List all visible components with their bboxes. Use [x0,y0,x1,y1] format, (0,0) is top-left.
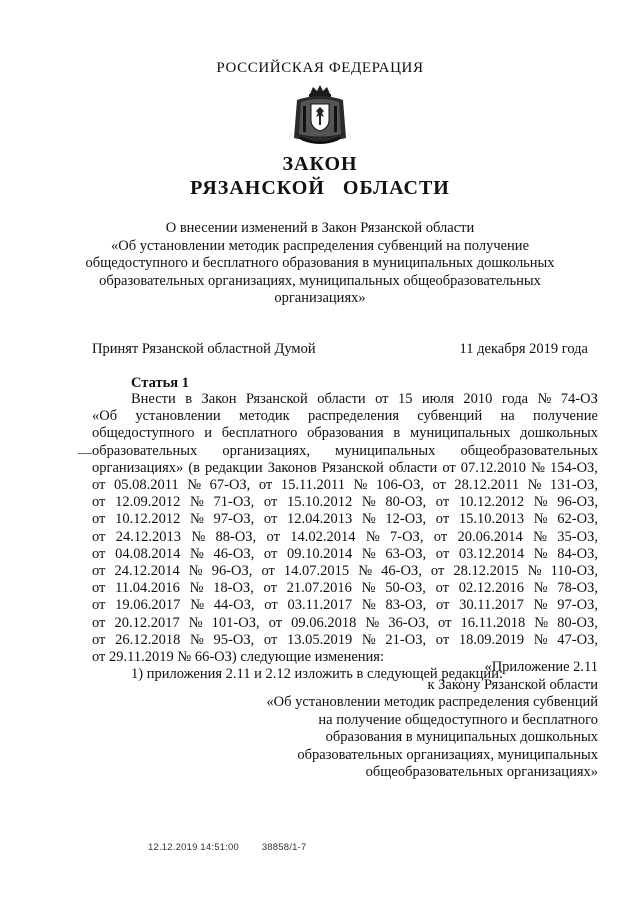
article-word: № [531,459,545,476]
article-word: 16.11.2018 [460,614,526,631]
article-word: № [361,580,376,597]
document-footer [148,842,326,853]
article-word: 62-ОЗ, [557,511,598,528]
article-word: 09.06.2018 [291,614,357,631]
article-word: 24.12.2013 [115,528,181,545]
article-word: субвенций [417,408,483,425]
article-word: от [92,477,106,494]
article-word: от [92,597,106,614]
article-word: общеобразовательных [460,442,598,459]
article-line [92,443,598,460]
article-word: № [533,580,548,597]
article-line: от 29.11.2019 № 66-ОЗ) следующие изменения: [92,649,385,666]
margin-mark [78,453,92,454]
article-word: от [268,614,283,631]
article-word: № [361,631,376,648]
article-body [92,391,598,683]
subtitle-line: общедоступного и бесплатного образования в муниципальных дошкольных [85,255,555,271]
article-word: 95-ОЗ, [213,631,255,648]
subtitle-line: «Об установлении методик распределения субвенций на получение [110,237,530,254]
article-line [92,477,598,494]
article-word: от [92,545,106,562]
appendix-line: к Закону Рязанской области [427,676,598,693]
article-word: области [388,459,438,476]
article-line [92,425,598,442]
article-word: Рязанской [321,459,384,476]
article-word: № [537,391,552,407]
article-word: № [534,614,549,631]
article-word: 44-ОЗ, [213,597,255,614]
article-word: 84-ОЗ, [557,545,598,562]
article-line [92,408,598,425]
article-word: 97-ОЗ, [213,511,255,528]
article-word: от [375,391,389,407]
article-line [92,597,598,614]
article-word: организациях» [92,459,184,476]
adoption-line [92,341,588,358]
article-word: Закон [201,391,237,407]
appendix-line: образовательных организациях, муниципальных [297,746,598,763]
article-word: № [533,597,548,614]
article-word: 67-ОЗ, [209,477,251,494]
article-line [92,632,598,649]
article-word: от [263,545,278,562]
ryazan-coat-of-arms-icon [291,84,349,146]
article-word: 21-ОЗ, [385,631,427,648]
article-word: № [533,494,548,511]
article-word: от [266,528,280,545]
article-word: 18-ОЗ, [213,580,254,597]
article-word: 50-ОЗ, [385,580,426,597]
article-word: № [533,511,548,528]
article-word: 18.09.2019 [458,631,525,648]
article-word: № [533,528,547,545]
article-line [92,580,598,597]
article-word: 28.12.2011 [454,477,520,494]
article-word: от [430,563,445,580]
article-word: от [92,631,106,648]
law-title-line1: ЗАКОН [282,153,358,175]
article-word: 46-ОЗ, [381,563,422,580]
article-word: 88-ОЗ, [215,528,257,545]
article-line [92,615,598,632]
article-word: 15.10.2013 [458,511,525,528]
article-word: № [533,631,548,648]
article-word: 71-ОЗ, [213,494,255,511]
article-line [92,563,598,580]
article-word: области [317,391,366,407]
article-word: 106-ОЗ, [375,477,424,494]
article-word: 78-ОЗ, [557,580,598,597]
article-word: от [435,494,450,511]
article-word: муниципальных [410,425,511,442]
article-word: Внести [131,391,176,407]
article-word: Рязанской [245,391,308,407]
article-word: № [188,563,203,580]
article-word: 20.12.2017 [114,614,180,631]
subtitle-line: О внесении изменений в Закон Рязанской области [165,220,475,236]
article-word: № [187,477,202,494]
article-word: дошкольных [520,425,598,442]
article-word: 09.10.2014 [286,545,353,562]
article-word: 30.11.2017 [459,597,524,614]
article-heading: Статья 1 [131,375,189,391]
article-word: от [433,528,448,545]
article-word: 2010 [463,391,493,407]
article-word: 154-ОЗ, [549,459,598,476]
article-line [92,391,598,408]
article-word: организациях, [222,442,310,459]
article-word: 12.09.2012 [115,494,181,511]
footer-timestamp: 12.12.2019 14:51:00 [148,842,239,853]
article-word: от [92,580,106,597]
article-word: № [190,597,205,614]
article-word: 07.12.2010 [460,459,527,476]
country-heading: РОССИЙСКАЯ ФЕДЕРАЦИЯ [216,60,424,76]
appendix-line: «Об установлении методик распределения субвенций [266,694,598,710]
article-word: распределения [307,408,400,425]
article-word: 10.12.2012 [115,511,181,528]
article-word: 131-ОЗ, [550,477,598,494]
article-word: образовательных [92,442,198,459]
article-word: 15.11.2011 [280,477,345,494]
appendix-line: общеобразовательных организациях» [365,764,598,780]
law-subtitle [60,220,580,308]
article-word: № [361,597,376,614]
law-title-line2: РЯЗАНСКОЙ ОБЛАСТИ [190,177,450,199]
adopted-by: Принят Рязанской областной Думой [92,341,316,357]
article-word: № [527,477,542,494]
article-word: 14.02.2014 [290,528,356,545]
article-word: 96-ОЗ, [557,494,598,511]
article-word: от [432,477,446,494]
article-word: № [188,614,203,631]
article-word: от [263,511,278,528]
article-word: 24.12.2014 [114,563,180,580]
article-word: № [191,528,206,545]
article-word: 02.12.2016 [458,580,524,597]
article-word: июля [421,391,454,407]
article-word: от [258,477,273,494]
article-word: в [185,391,193,407]
appendix-line: «Приложение 2.11 [484,659,598,675]
subtitle-line: организациях» [274,290,366,306]
article-word: от [92,528,106,545]
article-word: № [361,494,376,511]
adoption-date: 11 декабря 2019 года [459,341,588,357]
article-word: 63-ОЗ, [385,545,427,562]
article-word: общедоступного [92,425,195,442]
article-word: от [263,580,277,597]
appendix-header [198,659,598,782]
appendix-line: образования в муниципальных дошкольных [325,729,598,745]
article-word: на [500,408,515,425]
article-word: 15.10.2012 [286,494,353,511]
article-word: бесплатного [221,425,298,442]
article-word: 11.04.2016 [115,580,180,597]
article-word: 110-ОЗ, [550,563,598,580]
article-line [92,460,598,477]
article-line [92,511,598,528]
article-word: от [261,563,275,580]
article-word: 13.05.2019 [286,631,353,648]
article-word: № [533,545,548,562]
article-word: (в [188,459,200,476]
law-title [0,152,640,200]
article-word: 21.07.2016 [286,580,352,597]
article-word: от [92,511,106,528]
article-word: 80-ОЗ, [385,494,427,511]
article-word: 96-ОЗ, [211,563,253,580]
article-word: от [435,511,450,528]
article-word: 20.06.2014 [457,528,523,545]
article-word: 26.12.2018 [115,631,181,648]
article-word: от [436,597,450,614]
article-word: установлении [135,408,221,425]
article-word: от [92,614,106,631]
article-word: от [435,545,450,562]
article-word: 14.07.2015 [283,563,350,580]
article-word: 46-ОЗ, [213,545,255,562]
article-word: от [442,459,456,476]
article-word: от [92,494,106,511]
article-word: 28.12.2015 [453,563,519,580]
article-word: № [361,511,376,528]
article-word: 36-ОЗ, [388,614,429,631]
article-word: 97-ОЗ, [557,597,598,614]
article-line [92,546,598,563]
article-word: № [189,580,204,597]
article-word: 03.11.2017 [287,597,353,614]
article-line [92,529,598,546]
article-word: методик [238,408,290,425]
article-word: в [393,425,401,442]
subtitle-line: образовательных организациях, муниципальных общеобразовательных [99,272,541,289]
article-word: от [263,631,278,648]
article-word: 35-ОЗ, [557,528,598,545]
article-item: 1) приложения 2.11 и 2.12 изложить в следующей редакции: [131,666,503,683]
article-word: 12.04.2013 [286,511,353,528]
article-word: № [527,563,542,580]
article-word: муниципальных [335,442,436,459]
article-word: 80-ОЗ, [557,614,598,631]
article-word: 04.08.2014 [115,545,181,562]
article-word: 03.12.2014 [458,545,525,562]
article-word: редакции [205,459,263,476]
article-word: № [190,545,204,562]
article-line [92,494,598,511]
article-word: от [264,597,278,614]
article-word: 15 [397,391,413,407]
article-word: № [365,614,380,631]
article-word: от [263,494,278,511]
article-word: от [435,631,450,648]
article-word: 47-ОЗ, [557,631,598,648]
article-word: 05.08.2011 [113,477,179,494]
article-word: образования [307,425,384,442]
article-word: и [204,425,212,442]
article-word: от [435,580,450,597]
article-word: № [353,477,368,494]
article-word: № [358,563,373,580]
article-word: 101-ОЗ, [211,614,260,631]
article-word: получение [532,408,598,425]
article-word: № [190,511,204,528]
article-word: 7-ОЗ, [390,528,424,545]
article-word: года [501,391,529,407]
article-word: № [365,528,380,545]
article-word: 19.06.2017 [115,597,181,614]
article-word: 10.12.2012 [458,494,525,511]
article-word: № [190,494,204,511]
article-word: от [438,614,452,631]
footer-doc-id: 38858/1-7 [261,842,307,853]
article-word: 83-ОЗ, [385,597,427,614]
appendix-line: на получение общедоступного и бесплатного [318,711,598,728]
article-word: от [92,563,106,580]
article-word: № [190,631,204,648]
article-word: Законов [267,459,317,476]
article-word: 12-ОЗ, [385,511,427,528]
article-word: 74-ОЗ [560,391,598,407]
article-word: № [361,545,376,562]
article-word: «Об [92,408,118,425]
